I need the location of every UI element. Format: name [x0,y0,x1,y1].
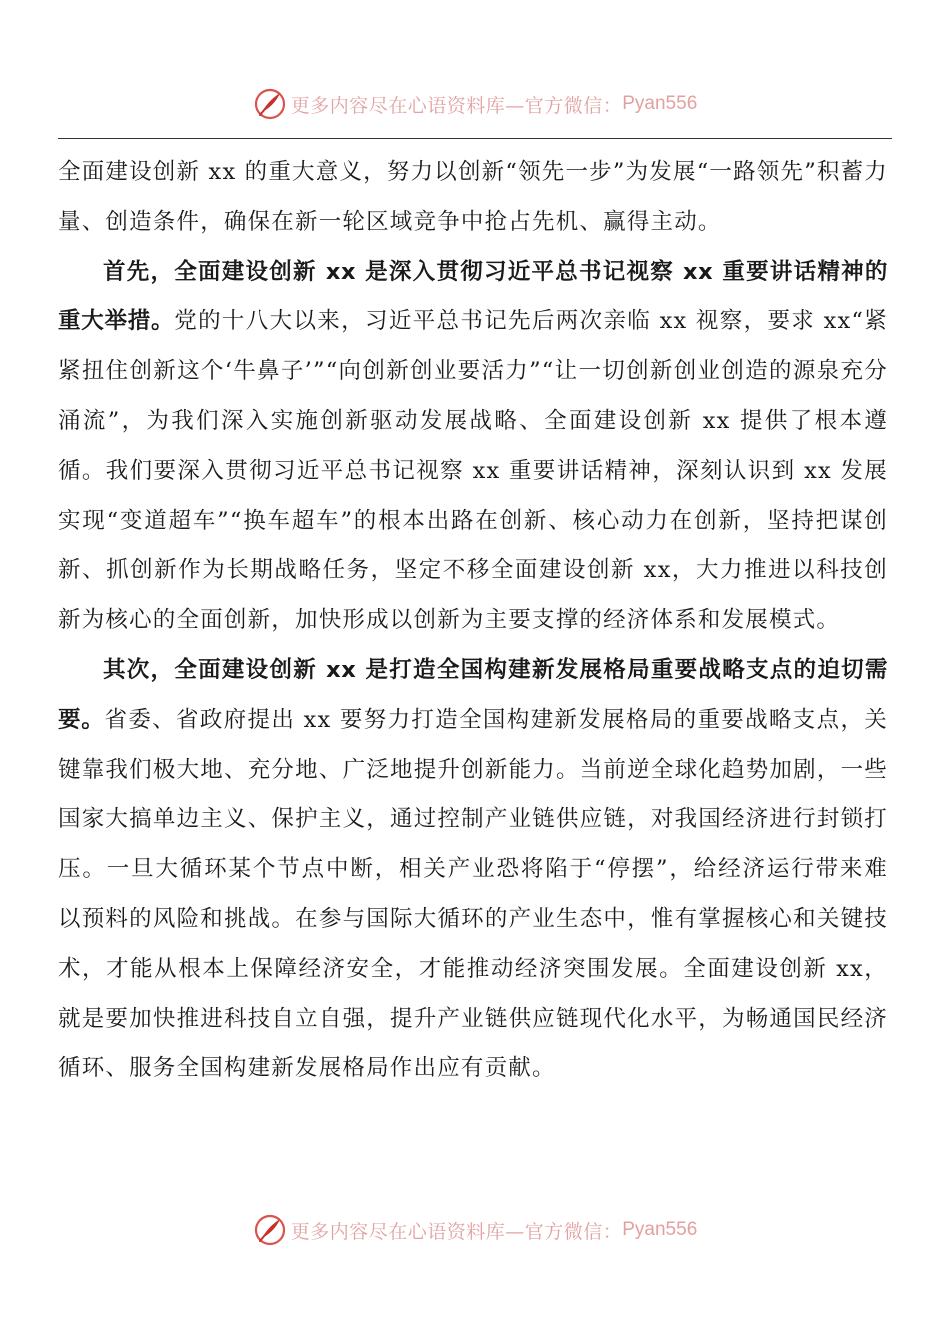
header-divider [58,138,892,139]
quill-logo-icon [253,87,287,121]
watermark-text: 更多内容尽在心语资料库—官方微信： [290,1220,623,1243]
paragraph-3 [58,646,888,1094]
header-watermark [0,82,950,126]
paragraph-2-body: 党的十八大以来，习近平总书记先后两次亲临 xx 视察，要求 xx“紧紧扭住创新这个‘牛鼻子’”“向创新创业要活力”“让一切创新创业创造的源泉充分涌流”，为我们深入实施创新驱动发展战略、全面建设创新 xx 提供了根本遵循。我们要深入贯彻习近平总书记视察 xx 重要讲话精神，深刻认识到 xx 发展实现“变道超车”“换车超车”的根本出路在创新、核心动力在创新，坚持把谋创新、抓创新作为长期战略任务，坚定不移全面建设创新 xx，大力推进以科技创新为核心的全面创新，加快形成以创新为主要支撑的经济体系和发展模式。 [58,308,888,634]
paragraph-3-lead: 其次，全面建设创新 xx 是打造全国构建新发展格局重要战略支点的迫切需要。 [58,656,888,733]
paragraph-1: 全面建设创新 xx 的重大意义，努力以创新“领先一步”为发展“一路领先”积蓄力量、创造条件，确保在新一轮区域竞争中抢占先机、赢得主动。 [58,159,888,235]
watermark-wechat-id: Pyan556 [622,1219,698,1240]
paragraph-2 [58,248,888,646]
quill-logo-icon [253,1213,287,1247]
watermark-wechat-id: Pyan556 [622,93,698,114]
watermark-text: 更多内容尽在心语资料库—官方微信： [290,94,623,117]
paragraph-3-body: 省委、省政府提出 xx 要努力打造全国构建新发展格局的重要战略支点，关键靠我们极大地、充分地、广泛地提升创新能力。当前逆全球化趋势加剧，一些国家大搞单边主义、保护主义，通过控制产业链供应链，对我国经济进行封锁打压。一旦大循环某个节点中断，相关产业恐将陷于“停摆”，给经济运行带来难以预料的风险和挑战。在参与国际大循环的产业生态中，惟有掌握核心和关键技术，才能从根本上保障经济安全，才能推动经济突围发展。全面建设创新 xx，就是要加快推进科技自立自强，提升产业链供应链现代化水平，为畅通国民经济循环、服务全国构建新发展格局作出应有贡献。 [58,706,889,1082]
document-body [58,148,888,1094]
paragraph-2-lead: 首先，全面建设创新 xx 是深入贯彻习近平总书记视察 xx 重要讲话精神的重大举措。 [58,258,888,335]
footer-watermark [0,1208,950,1252]
